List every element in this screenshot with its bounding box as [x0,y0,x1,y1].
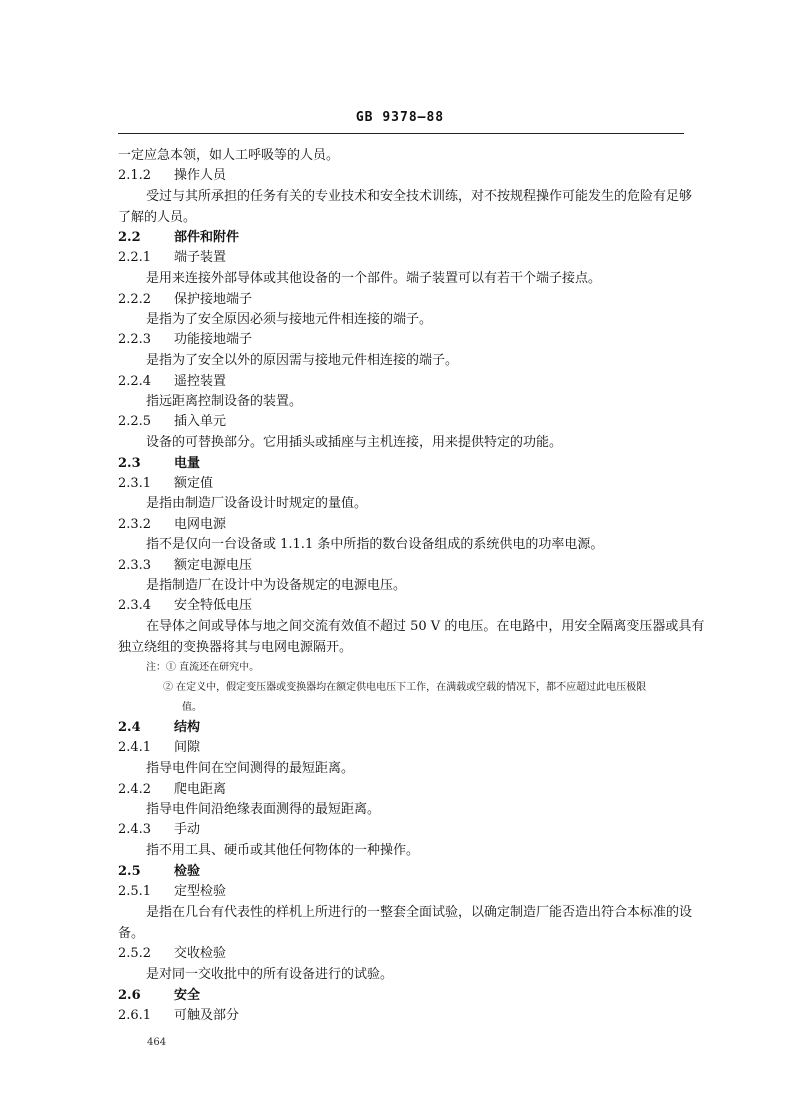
clause-number: 2.4.3 [118,822,152,837]
clause-title: 可触及部分 [174,1008,240,1023]
text-content: 是指为了安全以外的原因需与接地元件相连接的端子。 [146,353,459,368]
body-text-line [146,353,458,369]
body-text-line [146,967,393,983]
clause-number: 2.4 [118,720,141,735]
clause-title: 电网电源 [174,517,227,532]
body-text-line [146,761,354,777]
clause-title: 插入单元 [174,414,227,429]
text-content: 注：① 直流还在研究中。 [146,662,260,673]
body-text-line [118,148,339,164]
text-content: 指导电件间在空间测得的最短距离。 [146,761,355,776]
clause-number: 2.5.2 [118,946,152,961]
clause-number: 2.2.2 [118,292,152,307]
body-text-line [146,905,692,921]
body-text-line [118,640,352,656]
body-text-line [146,802,380,818]
clause-title: 手动 [174,822,201,837]
clause-number: 2.3.1 [118,476,152,491]
body-text-line [118,926,144,942]
clause-number: 2.3.2 [118,517,152,532]
clause-number: 2.3.4 [118,598,152,613]
clause-heading [118,517,226,533]
text-content: 是指为了安全原因必须与接地元件相连接的端子。 [146,312,433,327]
text-content: ② 在定义中，假定变压器或变换器均在额定供电电压下工作，在满载或空载的情况下，都不应超过此电压极限 [163,682,647,693]
clause-title: 端子装置 [174,250,227,265]
clause-number: 2.4.2 [118,782,152,797]
standard-code-header: GB 9378—88 [355,110,445,125]
text-content: 指不是仅向一台设备或 1.1.1 条中所指的数台设备组成的系统供电的功率电源。 [146,537,604,552]
body-text-line [146,537,603,553]
clause-title: 额定电源电压 [174,558,253,573]
clause-heading [118,884,226,900]
clause-heading [118,476,213,492]
clause-number: 2.2.5 [118,414,152,429]
clause-number: 2.2.1 [118,250,152,265]
clause-heading [118,946,226,962]
body-text-line [182,700,202,716]
clause-title: 结构 [174,720,201,735]
text-content: 值。 [182,702,202,713]
clause-number: 2.6.1 [118,1008,152,1023]
body-text-line [163,680,646,696]
body-text-line [146,394,302,410]
body-text-line [146,619,704,635]
text-content: 受过与其所承担的任务有关的专业技术和安全技术训练，对不按规程操作可能发生的危险有足够 [146,189,693,204]
clause-heading [118,740,200,756]
clause-heading [118,168,226,184]
page-number: 464 [147,1037,167,1048]
clause-title: 功能接地端子 [174,332,253,347]
clause-heading [118,414,226,430]
clause-title: 部件和附件 [174,230,240,245]
clause-number: 2.3.3 [118,558,152,573]
clause-title: 操作人员 [174,168,227,183]
text-content: 独立绕组的变换器将其与电网电源隔开。 [118,640,353,655]
body-text-line [146,843,419,859]
clause-title: 遥控装置 [174,374,227,389]
body-text-line [118,210,196,226]
clause-heading [118,822,200,838]
text-content: 是指由制造厂设备设计时规定的量值。 [146,496,368,511]
clause-heading [118,558,252,574]
clause-heading [118,230,239,246]
clause-heading [118,864,200,880]
clause-title: 额定值 [174,476,214,491]
clause-title: 保护接地端子 [174,292,253,307]
clause-heading [118,720,200,736]
clause-title: 安全特低电压 [174,598,253,613]
clause-heading [118,374,226,390]
text-content: 一定应急本领，如人工呼吸等的人员。 [118,148,340,163]
clause-heading [118,250,226,266]
clause-number: 2.1.2 [118,168,152,183]
text-content: 是用来连接外部导体或其他设备的一个部件。端子装置可以有若干个端子接点。 [146,271,602,286]
clause-heading [118,456,200,472]
clause-number: 2.2.3 [118,332,152,347]
clause-number: 2.2 [118,230,141,245]
text-content: 在导体之间或导体与地之间交流有效值不超过 50 V 的电压。在电路中，用安全隔离变压器或具有 [146,619,705,634]
text-content: 了解的人员。 [118,210,197,225]
clause-number: 2.2.4 [118,374,152,389]
clause-title: 定型检验 [174,884,227,899]
clause-heading [118,988,200,1004]
clause-heading [118,292,252,308]
clause-heading [118,598,252,614]
body-text-line [146,312,432,328]
body-text-line [146,496,367,512]
header-rule [118,133,684,134]
clause-title: 电量 [174,456,201,471]
clause-number: 2.3 [118,456,141,471]
body-text-line [146,189,692,205]
text-content: 指远距离控制设备的装置。 [146,394,303,409]
clause-title: 交收检验 [174,946,227,961]
body-text-line [146,660,259,676]
body-text-line [146,271,601,287]
body-text-line [146,435,562,451]
clause-number: 2.5 [118,864,141,879]
clause-title: 安全 [174,988,201,1003]
text-content: 是指在几台有代表性的样机上所进行的一整套全面试验，以确定制造厂能否造出符合本标准的设 [146,905,693,920]
body-text-line [146,578,406,594]
clause-number: 2.4.1 [118,740,152,755]
clause-number: 2.6 [118,988,141,1003]
text-content: 指导电件间沿绝缘表面测得的最短距离。 [146,802,381,817]
clause-title: 检验 [174,864,201,879]
text-content: 是指制造厂在设计中为设备规定的电源电压。 [146,578,407,593]
clause-heading [118,782,226,798]
clause-heading [118,332,252,348]
clause-number: 2.5.1 [118,884,152,899]
text-content: 是对同一交收批中的所有设备进行的试验。 [146,967,394,982]
text-content: 指不用工具、硬币或其他任何物体的一种操作。 [146,843,420,858]
text-content: 设备的可替换部分。它用插头或插座与主机连接，用来提供特定的功能。 [146,435,563,450]
text-content: 备。 [118,926,145,941]
clause-heading [118,1008,239,1024]
clause-title: 间隙 [174,740,201,755]
clause-title: 爬电距离 [174,782,227,797]
